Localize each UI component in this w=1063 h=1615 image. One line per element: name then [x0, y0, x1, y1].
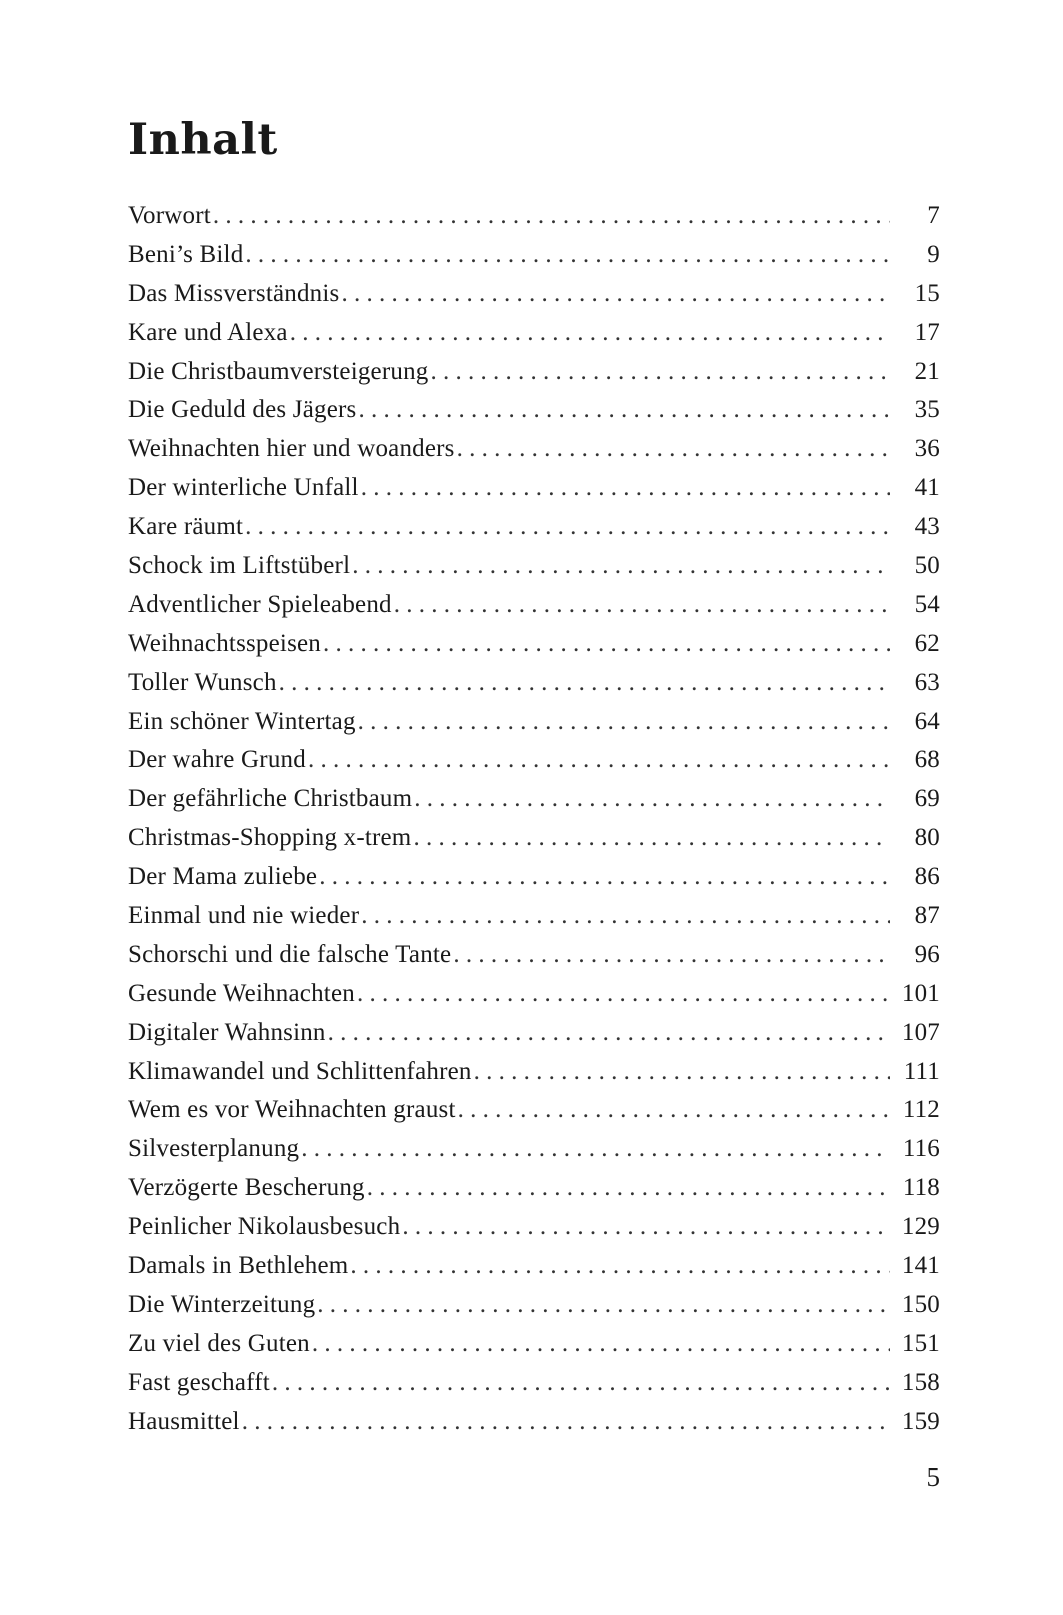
table-of-contents [128, 202, 940, 1447]
toc-entry-page: 50 [914, 552, 940, 580]
dot-leader [458, 1096, 890, 1124]
toc-entry[interactable] [128, 552, 940, 591]
dot-leader [328, 1019, 890, 1047]
dot-leader [367, 1174, 890, 1202]
toc-entry-title: Damals in Bethlehem [128, 1252, 349, 1280]
toc-entry-page: 43 [914, 513, 940, 541]
toc-entry[interactable] [128, 1369, 940, 1408]
toc-entry-title: Digitaler Wahnsinn [128, 1018, 326, 1046]
toc-entry-page: 36 [914, 435, 940, 463]
toc-entry-page: 150 [901, 1290, 940, 1318]
dot-leader [414, 785, 890, 813]
toc-entry-title: Klimawandel und Schlittenfahren [128, 1057, 472, 1085]
toc-entry-page: 7 [927, 202, 940, 229]
toc-entry-page: 107 [901, 1018, 940, 1046]
toc-entry-title: Der wahre Grund [128, 746, 306, 774]
toc-entry[interactable] [128, 708, 940, 747]
toc-entry-page: 64 [914, 707, 940, 735]
toc-entry-title: Beni’s Bild [128, 240, 244, 268]
dot-leader [358, 708, 890, 736]
toc-entry-page: 151 [901, 1329, 940, 1357]
toc-entry[interactable] [128, 1291, 940, 1330]
toc-entry-page: 96 [914, 940, 940, 968]
toc-entry[interactable] [128, 1135, 940, 1174]
toc-entry-page: 129 [901, 1213, 940, 1241]
toc-entry-page: 87 [914, 902, 940, 930]
toc-entry-page: 158 [901, 1368, 940, 1396]
dot-leader [312, 1330, 890, 1358]
toc-entry[interactable] [128, 863, 940, 902]
dot-leader [245, 513, 890, 541]
toc-entry-page: 62 [914, 629, 940, 657]
toc-entry-title: Weihnachten hier und woanders [128, 435, 455, 463]
toc-entry[interactable] [128, 902, 940, 941]
toc-entry-page: 15 [914, 279, 940, 307]
dot-leader [341, 280, 890, 308]
toc-entry[interactable] [128, 746, 940, 785]
toc-entry[interactable] [128, 785, 940, 824]
toc-entry[interactable] [128, 1019, 940, 1058]
toc-entry[interactable] [128, 435, 940, 474]
dot-leader [213, 202, 890, 230]
dot-leader [358, 396, 890, 424]
toc-entry[interactable] [128, 202, 940, 241]
toc-entry-title: Die Winterzeitung [128, 1290, 316, 1318]
toc-entry-title: Wem es vor Weihnachten graust [128, 1096, 456, 1124]
toc-entry[interactable] [128, 1058, 940, 1097]
page-number: 5 [926, 1462, 940, 1492]
toc-entry-page: 17 [914, 318, 940, 346]
toc-entry-page: 63 [914, 668, 940, 696]
toc-entry[interactable] [128, 1096, 940, 1135]
dot-leader [317, 1291, 890, 1319]
toc-entry-title: Fast geschafft [128, 1368, 270, 1396]
toc-entry-page: 118 [902, 1174, 940, 1202]
toc-entry-title: Verzögerte Bescherung [128, 1174, 365, 1202]
dot-leader [402, 1213, 890, 1241]
toc-entry-title: Der Mama zuliebe [128, 863, 318, 891]
toc-entry-page: 101 [901, 979, 940, 1007]
toc-entry-title: Kare räumt [128, 513, 244, 541]
toc-entry-page: 9 [927, 240, 940, 268]
toc-entry[interactable] [128, 1213, 940, 1252]
toc-entry-page: 35 [914, 396, 940, 424]
dot-leader [272, 1369, 890, 1397]
toc-entry-title: Silvesterplanung [128, 1135, 300, 1163]
toc-entry[interactable] [128, 358, 940, 397]
toc-entry[interactable] [128, 513, 940, 552]
toc-entry[interactable] [128, 319, 940, 358]
dot-leader [474, 1058, 890, 1086]
page-title: Inhalt [128, 115, 278, 165]
toc-entry[interactable] [128, 1174, 940, 1213]
toc-entry-page: 116 [902, 1135, 940, 1163]
toc-entry[interactable] [128, 669, 940, 708]
toc-entry-title: Die Geduld des Jägers [128, 396, 357, 424]
toc-entry-title: Toller Wunsch [128, 668, 277, 696]
toc-entry-title: Die Christbaumversteigerung [128, 357, 429, 385]
dot-leader [357, 980, 890, 1008]
toc-entry[interactable] [128, 1408, 940, 1447]
dot-leader [290, 319, 890, 347]
toc-entry-title: Der winterliche Unfall [128, 474, 359, 502]
dot-leader [430, 358, 890, 386]
toc-entry-title: Weihnachtsspeisen [128, 629, 321, 657]
toc-entry-page: 21 [914, 357, 940, 385]
toc-entry[interactable] [128, 1330, 940, 1369]
toc-entry-page: 112 [902, 1096, 940, 1124]
toc-entry-title: Vorwort [128, 202, 211, 229]
dot-leader [457, 435, 890, 463]
toc-entry[interactable] [128, 241, 940, 280]
toc-entry-title: Das Missverständnis [128, 279, 340, 307]
dot-leader [394, 591, 890, 619]
dot-leader [352, 552, 890, 580]
toc-entry[interactable] [128, 630, 940, 669]
toc-entry-title: Christmas-Shopping x-trem [128, 824, 412, 852]
dot-leader [308, 746, 890, 774]
toc-entry-page: 69 [914, 785, 940, 813]
toc-entry[interactable] [128, 1252, 940, 1291]
toc-entry-title: Ein schöner Wintertag [128, 707, 356, 735]
toc-entry-title: Schorschi und die falsche Tante [128, 940, 452, 968]
toc-entry-page: 68 [914, 746, 940, 774]
toc-entry-page: 54 [914, 590, 940, 618]
dot-leader [279, 669, 890, 697]
dot-leader [301, 1135, 890, 1163]
dot-leader [361, 474, 890, 502]
toc-entry-title: Kare und Alexa [128, 318, 288, 346]
dot-leader [453, 941, 890, 969]
dot-leader [361, 902, 890, 930]
dot-leader [245, 241, 890, 269]
toc-entry-title: Hausmittel [128, 1407, 240, 1435]
toc-entry[interactable] [128, 474, 940, 513]
toc-entry-title: Zu viel des Guten [128, 1329, 310, 1357]
toc-entry-page: 159 [901, 1407, 940, 1435]
toc-entry-page: 111 [903, 1057, 940, 1085]
dot-leader [323, 630, 890, 658]
dot-leader [350, 1252, 890, 1280]
dot-leader [242, 1408, 890, 1436]
toc-entry-page: 41 [914, 474, 940, 502]
toc-entry-title: Gesunde Weihnachten [128, 979, 355, 1007]
toc-entry[interactable] [128, 591, 940, 630]
toc-entry-page: 86 [914, 863, 940, 891]
toc-entry-title: Peinlicher Nikolausbesuch [128, 1213, 401, 1241]
toc-entry[interactable] [128, 980, 940, 1019]
toc-entry-title: Der gefährliche Christbaum [128, 785, 413, 813]
toc-entry-title: Einmal und nie wieder [128, 902, 360, 930]
toc-entry[interactable] [128, 280, 940, 319]
toc-entry-page: 141 [901, 1252, 940, 1280]
dot-leader [413, 824, 890, 852]
toc-entry-title: Adventlicher Spieleabend [128, 590, 392, 618]
toc-entry-page: 80 [914, 824, 940, 852]
toc-entry[interactable] [128, 396, 940, 435]
toc-entry-title: Schock im Liftstüberl [128, 552, 351, 580]
dot-leader [319, 863, 890, 891]
toc-entry[interactable] [128, 824, 940, 863]
toc-entry[interactable] [128, 941, 940, 980]
